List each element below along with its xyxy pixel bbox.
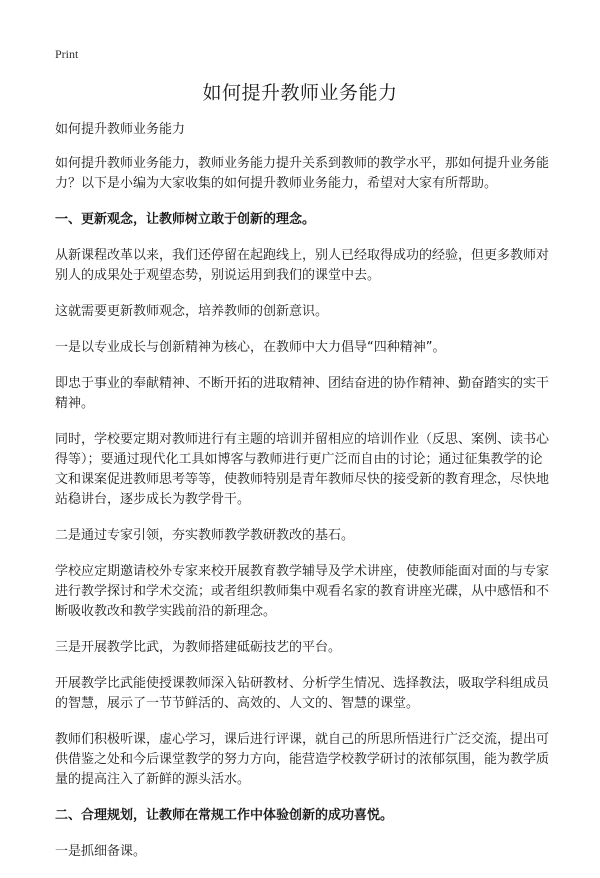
- print-link[interactable]: Print: [55, 47, 79, 61]
- paragraph: 学校应定期邀请校外专家来校开展教育教学辅导及学术讲座，使教师能面对面的与专家进行教学探讨和学术交流；或者组织教师集中观看名家的教育讲座光碟，从中感悟和不断吸收教改和教学实践前沿的新理念。: [55, 564, 550, 619]
- paragraph: 如何提升教师业务能力，教师业务能力提升关系到教师的教学水平，那如何提升业务能力？以下是小编为大家收集的如何提升教师业务能力，希望对大家有所帮助。: [55, 156, 550, 191]
- paragraph: 开展教学比武能使授课教师深入钻研教材、分析学生情况、选择教法，吸取学科组成员的智慧，展示了一节节鲜活的、高效的、人文的、智慧的课堂。: [55, 676, 550, 711]
- paragraph: 从新课程改革以来，我们还停留在起跑线上，别人已经取得成功的经验，但更多教师对别人的成果处于观望态势，别说运用到我们的课堂中去。: [55, 248, 550, 283]
- paragraph: 这就需要更新教师观念，培养教师的创新意识。: [55, 304, 329, 319]
- section-heading: 一、更新观念，让教师树立敢于创新的理念。: [55, 212, 316, 227]
- article-subtitle: 如何提升教师业务能力: [55, 122, 186, 137]
- paragraph: 一是以专业成长与创新精神为核心，在教师中大力倡导“四种精神”。: [55, 340, 446, 355]
- paragraph: 三是开展教学比武，为教师搭建砥砺技艺的平台。: [55, 640, 342, 655]
- paragraph: 即忠于事业的奉献精神、不断开拓的进取精神、团结奋进的协作精神、勤奋踏实的实干精神。: [55, 376, 550, 411]
- paragraph: 同时，学校要定期对教师进行有主题的培训并留相应的培训作业（反思、案例、读书心得等）；要通过现代化工具如博客与教师进行更广泛而自由的讨论；通过征集教学的论文和课案促进教师思考等等，使教师特别是青年教师尽快的接受新的教育理念，尽快地站稳讲台，逐步成长为教学骨干。: [55, 432, 550, 507]
- paragraph: 教师们积极听课，虚心学习，课后进行评课，就自己的所思所悟进行广泛交流，提出可供借鉴之处和今后课堂教学的努力方向，能营造学校教学研讨的浓郁氛围，能为教学质量的提高注入了新鲜的源头活水。: [55, 732, 550, 787]
- paragraph: 一是抓细备课。: [55, 844, 147, 859]
- section-heading: 二、合理规划，让教师在常规工作中体验创新的成功喜悦。: [55, 808, 394, 823]
- article-body: [55, 120, 553, 878]
- page-title: 如何提升教师业务能力: [202, 82, 398, 104]
- paragraph: 二是通过专家引领，夯实教师教学教研教改的基石。: [55, 528, 355, 543]
